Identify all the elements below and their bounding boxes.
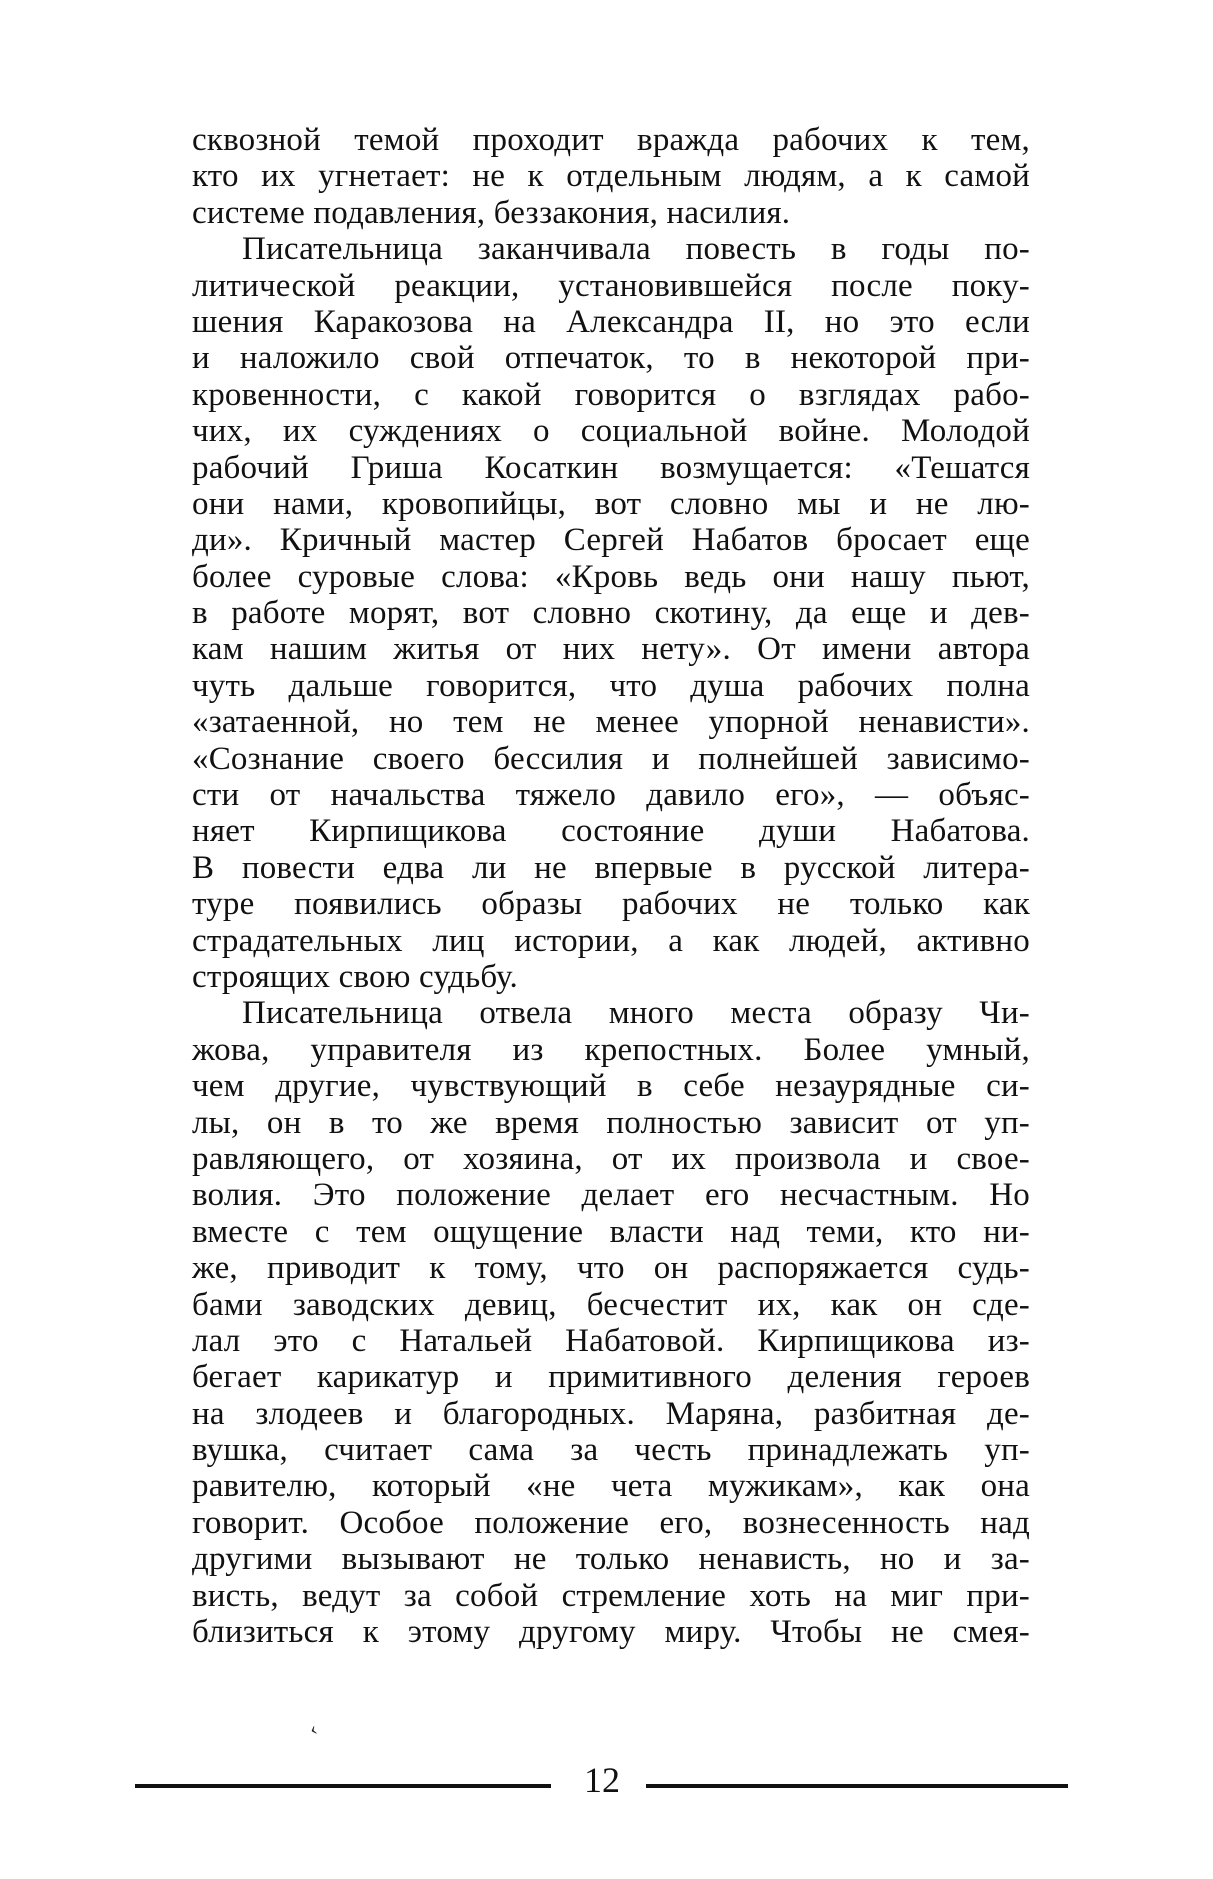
text-line: лал это с Натальей Набатовой. Кирпищикова из-: [192, 1322, 1030, 1359]
text-line: рабочий Гриша Косаткин возмущается: «Тешатся: [192, 449, 1030, 486]
text-line: «затаенной, но тем не менее упорной ненависти».: [192, 704, 1030, 741]
text-line: вушка, считает сама за честь принадлежать уп-: [192, 1432, 1030, 1469]
text-line: В повести едва ли не впервые в русской литера-: [192, 849, 1030, 886]
text-line: кровенности, с какой говорится о взглядах рабо-: [192, 376, 1030, 413]
body-text: [192, 122, 1030, 1650]
text-line: близиться к этому другому миру. Чтобы не смея-: [192, 1614, 1030, 1651]
text-line: страдательных лиц истории, а как людей, активно: [192, 922, 1030, 959]
text-line: кам нашим житья от них нету». От имени автора: [192, 631, 1030, 668]
page-number: 12: [584, 1760, 620, 1800]
text-line: туре появились образы рабочих не только как: [192, 886, 1030, 923]
text-line: и наложило свой отпечаток, то в некоторой при-: [192, 340, 1030, 377]
text-line: ди». Кричный мастер Сергей Набатов бросает еще: [192, 522, 1030, 559]
text-line: Писательница заканчивала повесть в годы по-: [242, 231, 1030, 268]
text-line: на злодеев и благородных. Маряна, разбитная де-: [192, 1395, 1030, 1432]
text-line: няет Кирпищикова состояние души Набатова.: [192, 813, 1030, 850]
text-line: бегает карикатур и примитивного деления героев: [192, 1359, 1030, 1396]
text-line: более суровые слова: «Кровь ведь они нашу пьют,: [192, 558, 1030, 595]
text-line: другими вызывают не только ненависть, но и за-: [192, 1541, 1030, 1578]
text-line: они нами, кровопийцы, вот словно мы и не лю-: [192, 485, 1030, 522]
stray-ink-mark: ‹: [306, 1717, 321, 1741]
text-line: бами заводских девиц, бесчестит их, как он сде-: [192, 1286, 1030, 1323]
text-line: чих, их суждениях о социальной войне. Молодой: [192, 413, 1030, 450]
text-line: волия. Это положение делает его несчастным. Но: [192, 1177, 1030, 1214]
text-line: же, приводит к тому, что он распоряжается судь-: [192, 1250, 1030, 1287]
text-line: лы, он в то же время полностью зависит от уп-: [192, 1104, 1030, 1141]
text-line: кто их угнетает: не к отдельным людям, а к самой: [192, 158, 1030, 195]
text-line: висть, ведут за собой стремление хоть на миг при-: [192, 1577, 1030, 1614]
text-line: сквозной темой проходит вражда рабочих к тем,: [192, 122, 1030, 158]
footer-rule-right: [646, 1784, 1068, 1788]
text-line: Писательница отвела много места образу Чи-: [242, 995, 1030, 1032]
text-line: чем другие, чувствующий в себе незаурядные си-: [192, 1068, 1030, 1105]
text-line: сти от начальства тяжело давило его», — объяс-: [192, 777, 1030, 814]
text-line: вместе с тем ощущение власти над теми, кто ни-: [192, 1213, 1030, 1250]
text-line: говорит. Особое положение его, вознесенность над: [192, 1504, 1030, 1541]
text-line: равителю, который «не чета мужикам», как она: [192, 1468, 1030, 1505]
text-line: шения Каракозова на Александра II, но это если: [192, 303, 1030, 340]
text-line: системе подавления, беззакония, насилия.: [192, 194, 791, 231]
footer-rule-left: [135, 1784, 551, 1788]
text-line: чуть дальше говорится, что душа рабочих полна: [192, 667, 1030, 704]
text-line: в работе морят, вот словно скотину, да еще и дев-: [192, 595, 1030, 632]
text-line: «Сознание своего бессилия и полнейшей зависимо-: [192, 740, 1030, 777]
text-line: строящих свою судьбу.: [192, 958, 518, 995]
text-line: равляющего, от хозяина, от их произвола и свое-: [192, 1140, 1030, 1177]
text-line: жова, управителя из крепостных. Более умный,: [192, 1031, 1030, 1068]
text-line: литической реакции, установившейся после поку-: [192, 267, 1030, 304]
